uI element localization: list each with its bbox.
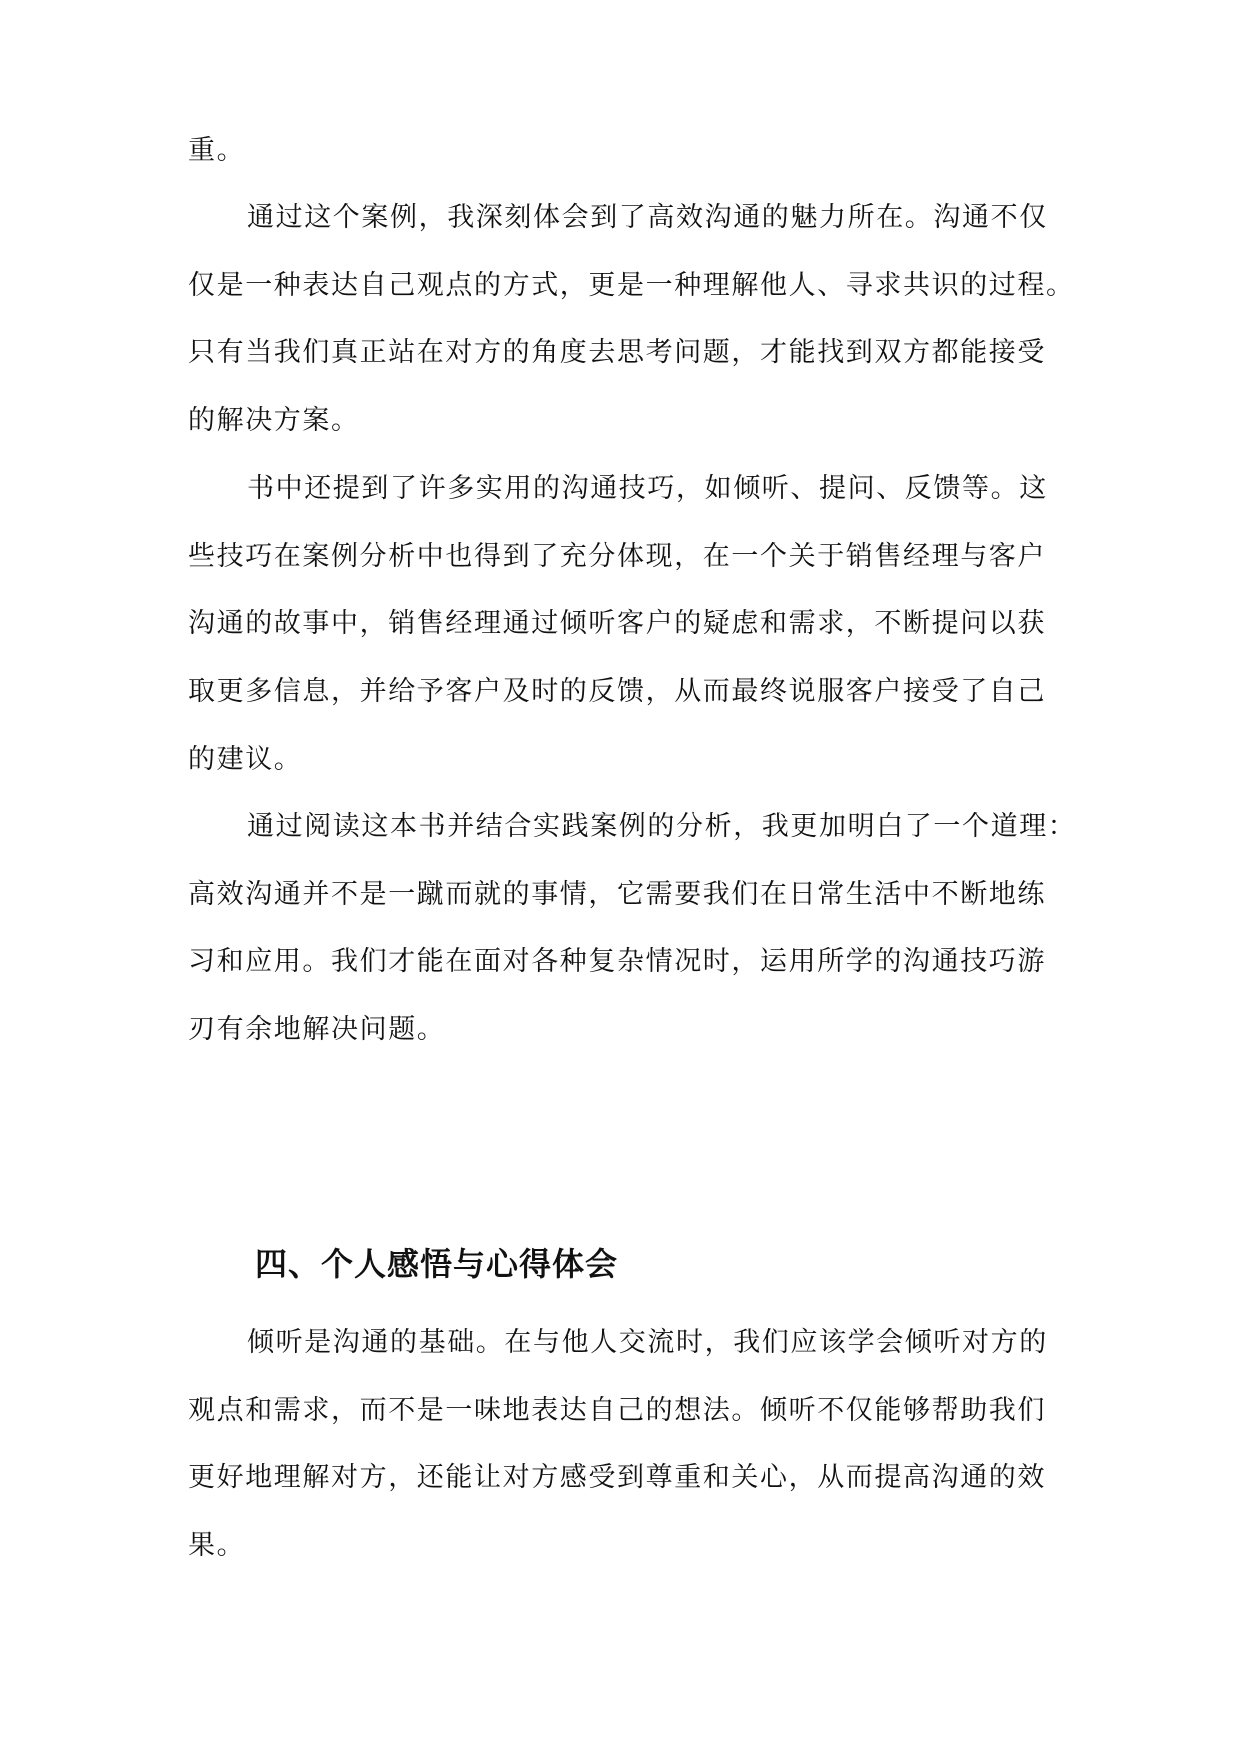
paragraph-line: 只有当我们真正站在对方的角度去思考问题，才能找到双方都能接受 — [188, 337, 1046, 368]
paragraph-line: 高效沟通并不是一蹴而就的事情，它需要我们在日常生活中不断地练 — [188, 879, 1046, 910]
paragraph-line: 重。 — [188, 135, 246, 166]
paragraph-line: 通过阅读这本书并结合实践案例的分析，我更加明白了一个道理： — [247, 811, 1077, 842]
paragraph-line: 沟通的故事中，销售经理通过倾听客户的疑虑和需求，不断提问以获 — [188, 608, 1046, 639]
paragraph-line: 书中还提到了许多实用的沟通技巧，如倾听、提问、反馈等。这 — [247, 473, 1048, 504]
paragraph-line: 果。 — [188, 1530, 246, 1561]
paragraph-line: 仅是一种表达自己观点的方式，更是一种理解他人、寻求共识的过程。 — [188, 270, 1075, 301]
paragraph-line: 观点和需求，而不是一味地表达自己的想法。倾听不仅能够帮助我们 — [188, 1395, 1046, 1426]
paragraph-line: 些技巧在案例分析中也得到了充分体现，在一个关于销售经理与客户 — [188, 541, 1046, 572]
paragraph-line: 刃有余地解决问题。 — [188, 1014, 446, 1045]
paragraph-line: 的建议。 — [188, 744, 303, 775]
paragraph-line: 倾听是沟通的基础。在与他人交流时，我们应该学会倾听对方的 — [247, 1327, 1048, 1358]
paragraph-line: 更好地理解对方，还能让对方感受到尊重和关心，从而提高沟通的效 — [188, 1462, 1046, 1493]
paragraph-line: 通过这个案例，我深刻体会到了高效沟通的魅力所在。沟通不仅 — [247, 202, 1048, 233]
section-heading: 四、个人感悟与心得体会 — [255, 1245, 619, 1283]
paragraph-line: 取更多信息，并给予客户及时的反馈，从而最终说服客户接受了自己 — [188, 676, 1046, 707]
paragraph-line: 的解决方案。 — [188, 405, 360, 436]
paragraph-line: 习和应用。我们才能在面对各种复杂情况时，运用所学的沟通技巧游 — [188, 946, 1046, 977]
